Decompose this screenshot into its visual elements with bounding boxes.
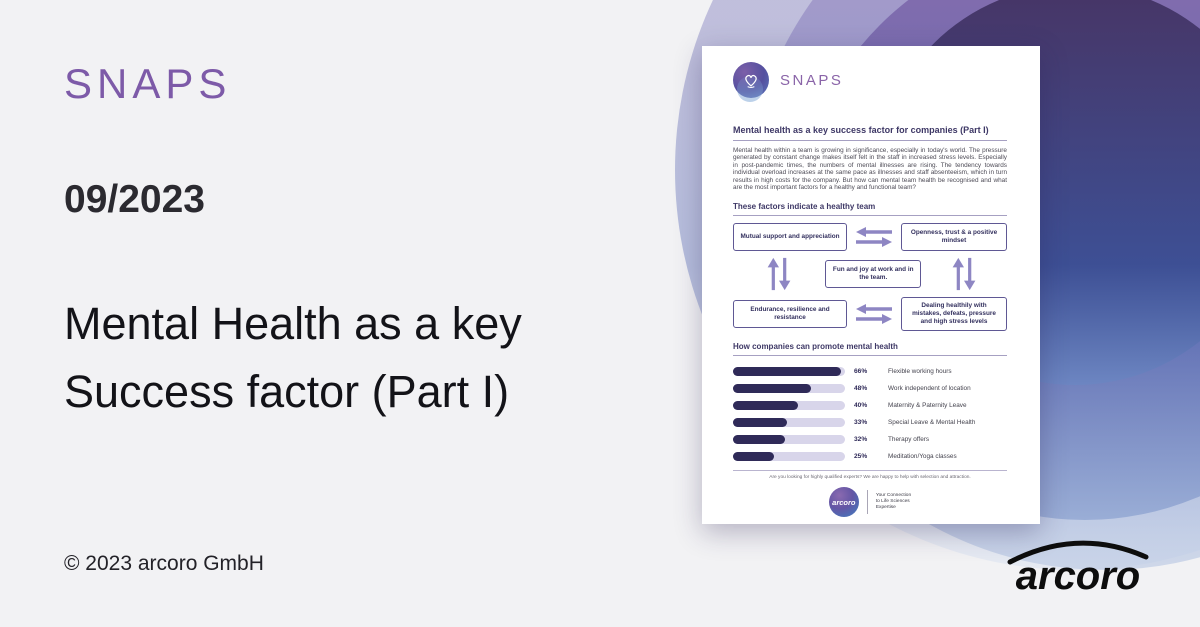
document-title: Mental health as a key success factor for companies (Part I) [733, 125, 1007, 141]
bar-category-label: Therapy offers [888, 436, 930, 444]
chart-heading: How companies can promote mental health [733, 342, 1007, 356]
snaps-kicker: SNAPS [64, 60, 232, 107]
up-down-arrows-icon [766, 256, 792, 292]
bar-track [733, 452, 845, 461]
factor-box-dealing-healthily: Dealing healthily with mistakes, defeats, pressure and high stress levels [901, 297, 1007, 331]
bar-value: 66% [854, 368, 868, 376]
bar-track [733, 435, 845, 444]
bar-value: 40% [854, 402, 868, 410]
bar-fill [733, 435, 785, 444]
arcoro-circle-icon [829, 487, 859, 517]
bar-row [733, 414, 1007, 431]
document-intro: Mental health within a team is growing in significance, especially in today's world. The pressure generated by constant change makes itself felt in the staff in increased stress levels. Especially in post-pandemic times, the numbers of mental illnesses are rising. The tendency towards individual overload increases at the same pace as illnesses and staff absenteeism, which in turn results in high costs for the company. But how can mental team health be recognised and what are the most important factors for a healthy and functional team? [733, 147, 1007, 192]
bar-fill [733, 401, 798, 410]
bar-value: 32% [854, 436, 868, 444]
document-brand-text: SNAPS [780, 71, 844, 89]
card-title-line2: Success factor (Part I) [64, 366, 510, 417]
bar-row [733, 380, 1007, 397]
bar-category-label: Work independent of location [888, 385, 971, 393]
left-right-arrows-icon [854, 303, 894, 325]
bar-row [733, 397, 1007, 414]
snaps-logo-icon [733, 62, 769, 98]
bar-row [733, 431, 1007, 448]
factor-box-endurance: Endurance, resilience and resistance [733, 300, 847, 328]
bar-fill [733, 452, 774, 461]
bar-track [733, 384, 845, 393]
issue-date: 09/2023 [64, 178, 205, 221]
bar-value: 33% [854, 419, 868, 427]
document-footer-logo [733, 487, 1007, 517]
bar-value: 48% [854, 385, 868, 393]
bar-fill [733, 367, 841, 376]
card-title [64, 290, 522, 426]
up-down-arrows-icon [951, 256, 977, 292]
footer-note: Are you looking for highly qualified experts? We are happy to help with selection and attraction. [769, 475, 971, 481]
arcoro-tagline: Your Connection to Life Sciences Expertise [875, 493, 912, 511]
bar-row [733, 363, 1007, 380]
bar-chart [733, 363, 1007, 465]
bar-category-label: Special Leave & Mental Health [888, 419, 976, 427]
bar-track [733, 401, 845, 410]
factor-box-openness: Openness, trust & a positive mindset [901, 223, 1007, 251]
arcoro-logo [1002, 531, 1154, 599]
arcoro-wordmark: arcoro [1015, 554, 1141, 598]
logo-divider [867, 490, 868, 514]
copyright-text: © 2023 arcoro GmbH [64, 552, 264, 575]
bar-category-label: Meditation/Yoga classes [888, 453, 957, 461]
footer-divider [733, 470, 1007, 471]
factor-box-mutual-support: Mutual support and appreciation [733, 223, 847, 251]
bar-category-label: Flexible working hours [888, 368, 952, 376]
bar-value: 25% [854, 453, 868, 461]
document-preview [702, 46, 1040, 524]
bar-track [733, 418, 845, 427]
factors-heading: These factors indicate a healthy team [733, 202, 1007, 216]
card-title-line1: Mental Health as a key [64, 298, 522, 349]
bar-track [733, 367, 845, 376]
bar-fill [733, 418, 787, 427]
bar-row [733, 448, 1007, 465]
arcoro-circle-text: arcoro [832, 497, 856, 507]
document-header [733, 62, 1007, 98]
left-right-arrows-icon [854, 226, 894, 248]
factor-box-fun-joy: Fun and joy at work and in the team. [825, 260, 921, 288]
bar-category-label: Maternity & Paternity Leave [888, 402, 967, 410]
factors-diagram [733, 223, 1007, 331]
bar-fill [733, 384, 811, 393]
